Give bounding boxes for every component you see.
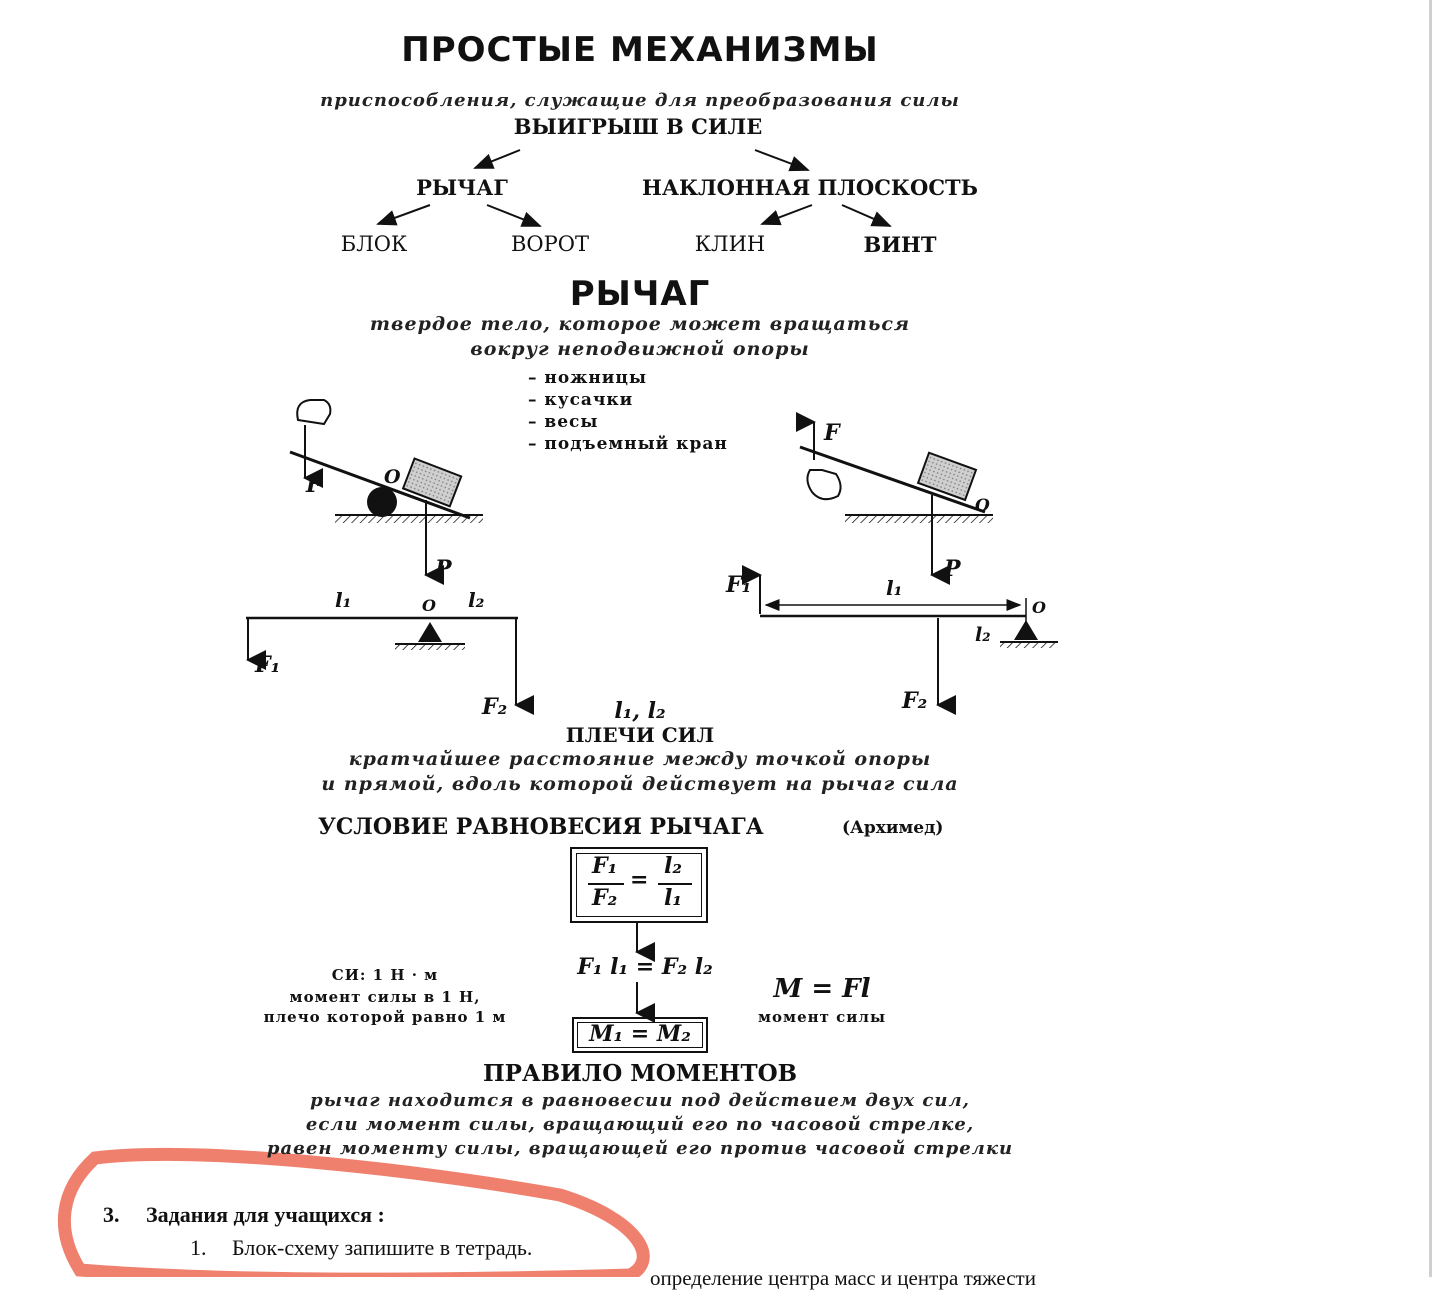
product-formula: F₁ l₁ = F₂ l₂ (577, 954, 713, 980)
task-item-text: Блок-схему запишите в тетрадь. (232, 1235, 533, 1260)
hand-icon (297, 400, 330, 424)
moments-formula: M₁ = M₂ (589, 1021, 691, 1047)
ratio-formula-box (570, 847, 708, 923)
gain-heading: ВЫИГРЫШ В СИЛЕ (513, 114, 763, 139)
page-title: ПРОСТЫЕ МЕХАНИЗМЫ (401, 30, 879, 70)
task-heading: Задания для учащихся : (146, 1202, 385, 1227)
label-l2-left: l₂ (468, 588, 485, 612)
example-cutters: – кусачки (528, 390, 634, 410)
rule-line-3: равен моменту силы, вращающей его против часовой стрелки (266, 1138, 1014, 1159)
moment-formula: M = Fl (773, 974, 871, 1004)
ratio-l2: l₂ (664, 853, 682, 879)
label-f1-right: F₁ (726, 572, 752, 598)
ratio-equals: = (630, 867, 649, 893)
tree-incline: НАКЛОННАЯ ПЛОСКОСТЬ (642, 175, 978, 200)
ratio-f1: F₁ (592, 853, 618, 879)
label-l1-right: l₁ (886, 576, 903, 600)
task-item-number: 1. (190, 1235, 207, 1260)
definition-text: приспособления, служащие для преобразования силы (320, 90, 960, 111)
label-f-left: F (306, 472, 322, 498)
example-scissors: – ножницы (528, 368, 648, 388)
si-description-1: момент силы в 1 Н, (289, 988, 481, 1006)
label-o-left: O (384, 466, 401, 488)
task-number: 3. (103, 1202, 120, 1227)
example-scales: – весы (528, 412, 599, 432)
label-o-right: O (975, 496, 990, 516)
tree-lever: РЫЧАГ (416, 175, 508, 200)
finger-icon (807, 470, 840, 499)
label-p-left: P (435, 556, 452, 582)
task-cut-text: определение центра масс и центра тяжести (650, 1266, 1036, 1290)
right-lever-schematic (760, 575, 1058, 705)
lever-definition-1: твердое тело, которое может вращаться (369, 313, 911, 335)
moment-label: момент силы (758, 1008, 886, 1026)
label-p-right: P (944, 556, 961, 582)
ratio-f2: F₂ (592, 885, 618, 911)
equilibrium-heading: УСЛОВИЕ РАВНОВЕСИЯ РЫЧАГА (318, 814, 764, 840)
rule-line-1: рычаг находится в равновесии под действием двух сил, (310, 1090, 970, 1111)
tree-screw: ВИНТ (863, 232, 937, 257)
moments-formula-box (572, 1017, 708, 1053)
lever-definition-2: вокруг неподвижной опоры (470, 338, 810, 360)
label-f1-left: F₁ (255, 652, 281, 678)
label-f-right: F (824, 420, 840, 446)
label-o-right-schematic: O (1032, 598, 1046, 617)
load-box (403, 459, 461, 507)
label-o-left-schematic: O (422, 596, 436, 615)
tree-winch: ВОРОТ (510, 232, 590, 256)
si-description-2: плечо которой равно 1 м (263, 1008, 507, 1026)
arms-heading: ПЛЕЧИ СИЛ (565, 723, 715, 747)
ratio-l1: l₁ (664, 885, 682, 911)
arms-symbols: l₁, l₂ (614, 698, 666, 724)
lever-heading: РЫЧАГ (569, 274, 711, 314)
fulcrum-stone (367, 487, 397, 517)
example-crane: – подъемный кран (528, 434, 728, 454)
tree-block: БЛОК (340, 232, 408, 256)
si-unit: СИ: 1 Н · м (331, 966, 439, 984)
rule-heading: ПРАВИЛО МОМЕНТОВ (482, 1060, 798, 1087)
label-f2-left: F₂ (482, 694, 508, 720)
equilibrium-author: (Архимед) (842, 818, 944, 838)
arms-definition-2: и прямой, вдоль которой действует на рычаг сила (321, 773, 959, 795)
arms-definition-1: кратчайшее расстояние между точкой опоры (348, 748, 932, 770)
tree-wedge: КЛИН (694, 232, 766, 256)
label-f2-right: F₂ (902, 688, 928, 714)
rule-line-2: если момент силы, вращающий его по часовой стрелке, (305, 1114, 975, 1135)
label-l1-left: l₁ (335, 588, 352, 612)
left-lever-schematic (246, 618, 518, 705)
label-l2-right: l₂ (975, 624, 991, 646)
